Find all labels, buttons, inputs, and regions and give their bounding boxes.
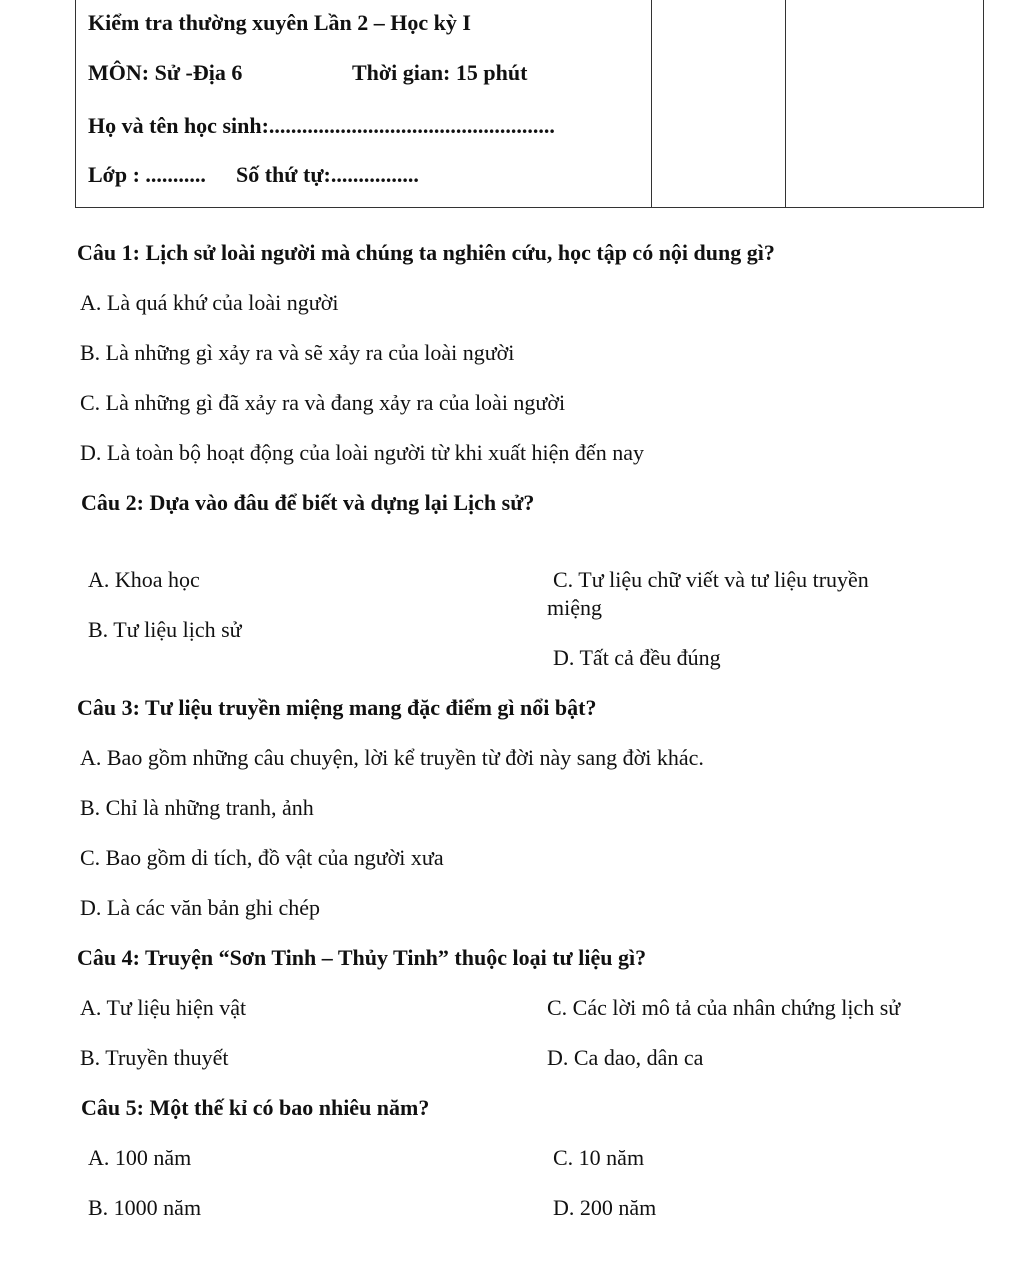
question-text: Dựa vào đâu để biết và dựng lại Lịch sử? xyxy=(143,490,535,515)
question-text: Một thế kỉ có bao nhiêu năm? xyxy=(143,1095,430,1120)
q4-option-b: B. Truyền thuyết xyxy=(80,1045,229,1070)
question-3 xyxy=(77,695,596,721)
q5-option-b: B. 1000 năm xyxy=(88,1195,202,1220)
q3-option-b: B. Chỉ là những tranh, ảnh xyxy=(80,795,314,820)
header-divider xyxy=(785,0,786,207)
q1-option-d: D. Là toàn bộ hoạt động của loài người từ khi xuất hiện đến nay xyxy=(80,440,644,465)
q2-option-c: C. Tư liệu chữ viết và tư liệu truyền xyxy=(553,567,869,592)
question-5 xyxy=(81,1095,429,1121)
q2-option-c-continued: miệng xyxy=(547,595,602,620)
q2-option-b: B. Tư liệu lịch sử xyxy=(88,617,242,642)
header-divider xyxy=(651,0,652,207)
question-2 xyxy=(81,490,534,516)
subject-label: MÔN: Sử -Địa 6 xyxy=(88,60,243,85)
q4-option-a: A. Tư liệu hiện vật xyxy=(80,995,247,1020)
q4-option-d: D. Ca dao, dân ca xyxy=(547,1045,704,1070)
question-label: Câu 3: xyxy=(77,695,140,720)
q3-option-c: C. Bao gồm di tích, đồ vật của người xưa xyxy=(80,845,444,870)
question-text: Truyện “Sơn Tinh – Thủy Tinh” thuộc loại tư liệu gì? xyxy=(139,945,647,970)
q1-option-b: B. Là những gì xảy ra và sẽ xảy ra của loài người xyxy=(80,340,515,365)
student-name-field: Họ và tên học sinh:.................................................... xyxy=(88,113,555,138)
class-field: Lớp : ........... xyxy=(88,162,206,187)
q5-option-a: A. 100 năm xyxy=(88,1145,192,1170)
question-4 xyxy=(77,945,646,971)
q1-option-c: C. Là những gì đã xảy ra và đang xảy ra của loài người xyxy=(80,390,566,415)
seq-number-field: Số thứ tự:................ xyxy=(236,162,419,187)
time-label: Thời gian: 15 phút xyxy=(352,60,528,85)
q5-option-c: C. 10 năm xyxy=(553,1145,645,1170)
exam-title: Kiểm tra thường xuyên Lần 2 – Học kỳ I xyxy=(88,10,471,35)
q1-option-a: A. Là quá khứ của loài người xyxy=(80,290,339,315)
question-text: Tư liệu truyền miệng mang đặc điểm gì nổi bật? xyxy=(139,695,597,720)
q2-option-a: A. Khoa học xyxy=(88,567,200,592)
q5-option-d: D. 200 năm xyxy=(553,1195,657,1220)
question-label: Câu 5: xyxy=(81,1095,144,1120)
q3-option-d: D. Là các văn bản ghi chép xyxy=(80,895,321,920)
q4-option-c: C. Các lời mô tả của nhân chứng lịch sử xyxy=(547,995,901,1020)
question-label: Câu 4: xyxy=(77,945,140,970)
q3-option-a: A. Bao gồm những câu chuyện, lời kể truyền từ đời này sang đời khác. xyxy=(80,745,704,770)
question-1 xyxy=(77,240,775,266)
question-label: Câu 1: xyxy=(77,240,140,265)
question-text: Lịch sử loài người mà chúng ta nghiên cứu, học tập có nội dung gì? xyxy=(139,240,775,265)
q2-option-d: D. Tất cả đều đúng xyxy=(553,645,721,670)
question-label: Câu 2: xyxy=(81,490,144,515)
